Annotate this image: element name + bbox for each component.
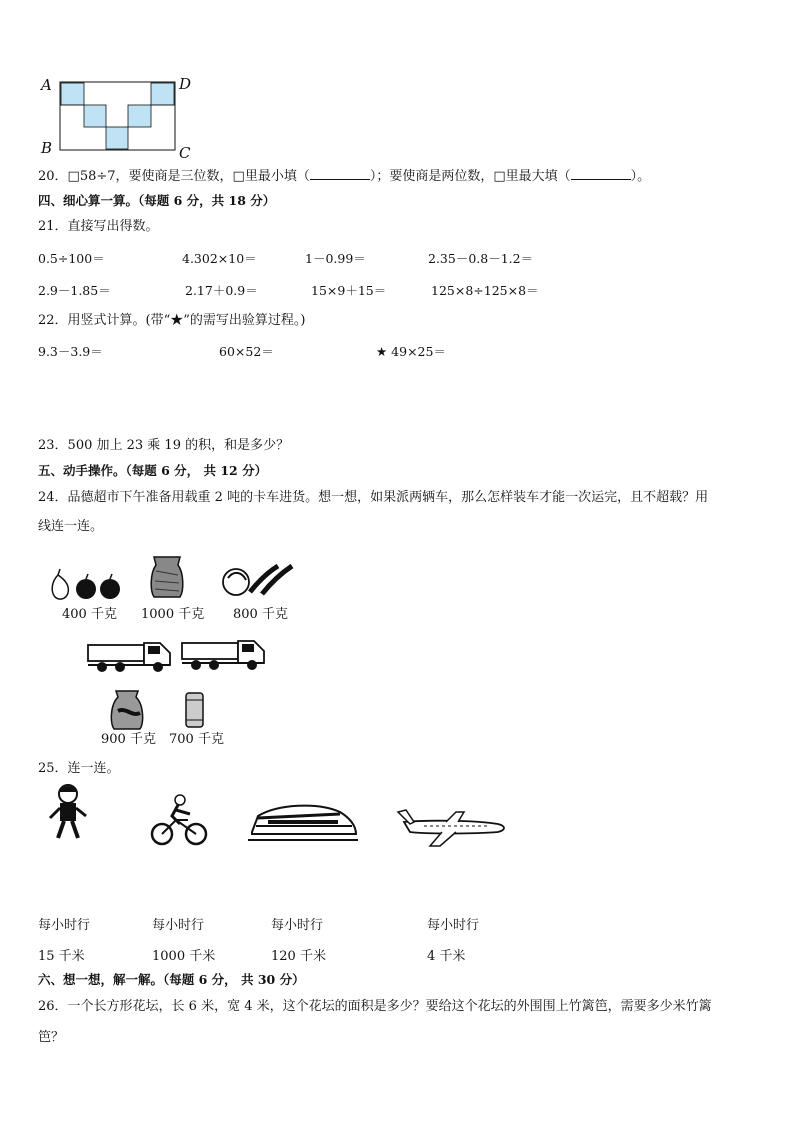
label-b: B bbox=[41, 139, 53, 157]
q22-item-3: ★ 49×25＝ bbox=[376, 344, 446, 359]
question-25-title: 25．连一连。 bbox=[38, 761, 120, 776]
truck-icon-1 bbox=[86, 635, 176, 675]
barrel-icon bbox=[183, 690, 207, 730]
label-c: C bbox=[179, 144, 191, 162]
weight-label-2: 1000 千克 bbox=[141, 607, 205, 622]
q21-r1-c2: 4.302×10＝ bbox=[182, 251, 257, 266]
question-22-title: 22．用竖式计算。(带“★”的需写出验算过程。) bbox=[38, 313, 306, 328]
q20-part1: 20．□58÷7，要使商是三位数，□里最小填（ bbox=[38, 169, 310, 184]
vegetables-icon bbox=[220, 560, 300, 600]
q20-blank-1[interactable] bbox=[310, 167, 370, 180]
speed-value-4: 4 千米 bbox=[427, 949, 466, 964]
fruit-icon bbox=[46, 565, 126, 605]
label-a: A bbox=[41, 76, 52, 94]
weight-label-1: 400 千克 bbox=[62, 607, 117, 622]
question-21-title: 21．直接写出得数。 bbox=[38, 219, 159, 234]
section-5-heading: 五、动手操作。（每题 6 分， 共 12 分） bbox=[38, 463, 268, 478]
q21-r2-c1: 2.9－1.85＝ bbox=[38, 283, 111, 298]
rectangle-grid-figure bbox=[40, 72, 220, 162]
weight-label-5: 700 千克 bbox=[169, 732, 224, 747]
question-20 bbox=[38, 167, 650, 186]
question-24-line-1: 24．品德超市下午准备用载重 2 吨的卡车进货。想一想，如果派两辆车，那么怎样装车才能一次运完，且不超载？用 bbox=[38, 490, 709, 505]
sack-icon bbox=[108, 687, 148, 731]
q21-r1-c1: 0.5÷100＝ bbox=[38, 251, 105, 266]
q20-part2: ）；要使商是两位数，□里最大填（ bbox=[369, 169, 571, 184]
q21-r1-c4: 2.35－0.8－1.2＝ bbox=[428, 251, 534, 266]
label-d: D bbox=[179, 75, 192, 93]
speed-value-3: 120 千米 bbox=[271, 949, 326, 964]
cyclist-icon bbox=[150, 792, 210, 848]
speed-value-1: 15 千米 bbox=[38, 949, 85, 964]
walking-child-icon bbox=[44, 782, 94, 846]
q20-blank-2[interactable] bbox=[571, 167, 631, 180]
question-24-line-2: 线连一连。 bbox=[38, 519, 104, 534]
q22-item-1: 9.3－3.9＝ bbox=[38, 344, 103, 359]
section-4-heading: 四、细心算一算。（每题 6 分，共 18 分） bbox=[38, 193, 276, 208]
q21-r2-c4: 125×8÷125×8＝ bbox=[431, 283, 539, 298]
train-icon bbox=[248, 798, 360, 848]
question-23: 23．500 加上 23 乘 19 的积，和是多少？ bbox=[38, 438, 290, 453]
weight-label-3: 800 千克 bbox=[233, 607, 288, 622]
question-26-line-2: 笆？ bbox=[38, 1030, 65, 1045]
section-6-heading: 六、想一想，解一解。（每题 6 分， 共 30 分） bbox=[38, 972, 305, 987]
question-26-line-1: 26．一个长方形花坛，长 6 米，宽 4 米，这个花坛的面积是多少？要给这个花坛的外围围上竹篱笆，需要多少米竹篱 bbox=[38, 999, 712, 1014]
truck-icon-2 bbox=[180, 633, 270, 673]
q21-r1-c3: 1－0.99＝ bbox=[305, 251, 366, 266]
q21-r2-c3: 15×9＋15＝ bbox=[311, 283, 387, 298]
rice-sack-icon bbox=[148, 553, 188, 599]
q20-part3: ）。 bbox=[630, 169, 651, 184]
speed-label-1: 每小时行 bbox=[38, 918, 91, 933]
speed-label-2: 每小时行 bbox=[152, 918, 205, 933]
q21-r2-c2: 2.17＋0.9＝ bbox=[185, 283, 258, 298]
q22-item-2: 60×52＝ bbox=[219, 344, 274, 359]
weight-label-4: 900 千克 bbox=[101, 732, 156, 747]
speed-value-2: 1000 千米 bbox=[152, 949, 216, 964]
speed-label-4: 每小时行 bbox=[427, 918, 480, 933]
airplane-icon bbox=[394, 806, 509, 850]
speed-label-3: 每小时行 bbox=[271, 918, 324, 933]
